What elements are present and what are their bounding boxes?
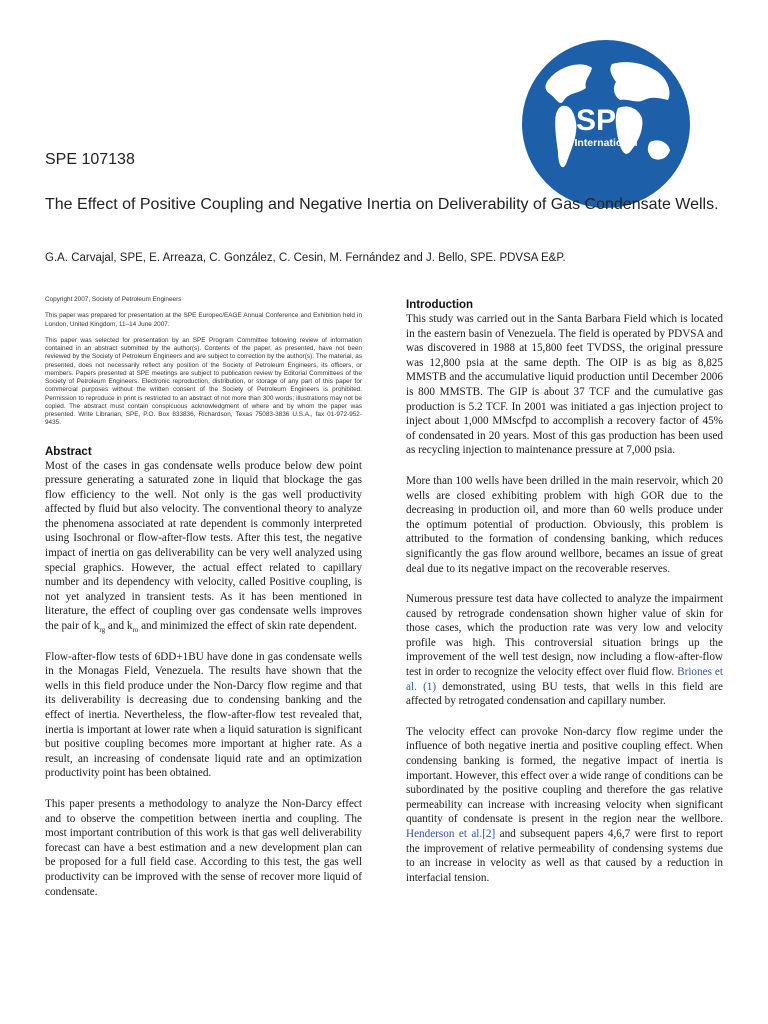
intro-p4-end: and subsequent papers 4,6,7 were first to report the improvement of relative permeability of condensing systems due to an increase in velocity as well as that caused by a reduction in interfacial tension.: [406, 828, 723, 884]
copyright-line: Copyright 2007, Society of Petroleum Engineers: [45, 296, 182, 303]
paper-number: SPE 107138: [45, 151, 135, 168]
intro-p3-end: demonstrated, using BU tests, that wells in this field are affected by retrogated condensation and capillary number.: [406, 680, 723, 708]
introduction-heading: Introduction: [406, 299, 474, 311]
abstract-p1-end: and minimized the effect of skin rate dependent.: [138, 620, 358, 633]
abstract-paragraph-1: [45, 459, 362, 634]
spe-logo: [520, 38, 692, 210]
logo-name: SPE: [575, 104, 637, 137]
abstract-heading: Abstract: [45, 445, 92, 458]
abstract-paragraph-3: This paper presents a methodology to analyze the Non-Darcy effect and to observe the competition between inertia and coupling. The most important contribution of this work is that gas well deliverability forecast can have a best estimation and a new development plan can be proposed for a full field case. According to this test, the gas well productivity can be improved with the sense of recover more liquid of condensate.: [45, 797, 362, 898]
subscript-rg: rg: [99, 626, 106, 635]
intro-p4-text: The velocity effect can provoke Non-darcy flow regime under the influence of both negative inertia and positive coupling effect. When condensing banking is formed, the negative impact of inertia is important. However, this effect over a wide range of conditions can be subordinated by the positive coupling and therefore the gas relative permeability can increase with increasing velocity when significant quantity of condensate is present in the region near the wellbore.: [406, 725, 723, 826]
citation-link-henderson[interactable]: Henderson et al.[2]: [406, 828, 496, 840]
copyright-selection: This paper was selected for presentation by an SPE Program Committee following review of information contained in an abstract submitted by the author(s). Contents of the paper, as presented, have not been reviewed by the Society of Petroleum Engineers and are subject to correction by the author(s). The material, as presented, does not necessarily reflect any position of the Society of Petroleum Engineers, its officers, or members. Papers presented at SPE meetings are subject to publication review by Editorial Committees of the Society of Petroleum Engineers. Electronic reproduction, distribution, or storage of any part of this paper for commercial purposes without the written consent of the Society of Petroleum Engineers is prohibited. Permission to reproduce in print is restricted to an abstract of not more than 300 words; illustrations may not be copied. The abstract must contain conspicuous acknowledgment of where and by whom the paper was presented. Write Librarian, SPE, P.O. Box 833836, Richardson, Texas 75083-3836 U.S.A., fax 01-972-952-9435.: [45, 336, 362, 427]
intro-paragraph-1: This study was carried out in the Santa Barbara Field which is located in the eastern basin of Venezuela. The field is operated by PDVSA and was discovered in 1988 at 15,800 feet TVDSS, the original pressure was 12,800 psia at the same depth. The OIP is as big as 8,825 MMSTB and the accumulative liquid production until December 2006 is 800 MMSTB. The GIP is about 37 TCF and the cumulative gas production is 5.2 TCF. In 2001 was initiated a gas injection project to inject about 1,000 MMscfpd to accomplish a recovery factor of 45% of condensated in 20 years. Most of this gas production has been used as recycling injection to maintenance pressure at 7,000 psia.: [406, 313, 723, 457]
intro-paragraph-2: More than 100 wells have been drilled in the main reservoir, which 20 wells are closed exhibiting problem with high GOR due to the decreasing in production oil, and more than 60 wells produce under the optimum potential of production. Obviously, this problem is attributed to the formation of condensing banking, which reduces significantly the gas flow around wellbore, becames an issue of great deal due to its negative impact on the recoverable reserves.: [406, 474, 723, 575]
copyright-prepared: This paper was prepared for presentation at the SPE Europec/EAGE Annual Conference and Exhibition held in London, United Kingdom, 11–14 June 2007.: [45, 312, 362, 328]
left-column: [45, 296, 362, 915]
author-list: G.A. Carvajal, SPE, E. Arreaza, C. González, C. Cesin, M. Fernández and J. Bello, SPE. PDVSA E&P.: [45, 252, 566, 264]
abstract-paragraph-2: Flow-after-flow tests of 6DD+1BU have done in gas condensate wells in the Monagas Field, Venezuela. The results have shown that the wells in this field produce under the Non-Darcy flow regime and that its deliverability is decreasing due to condensing banking and the effect of inertia. Nevertheless, the flow-after-flow test revealed that, inertia is important at lower rate when a liquid saturation is significant but positive coupling becomes more important at higher rate. As a result, an increasing of condensate liquid rate and an optimization productivity point has been obtained.: [45, 650, 362, 780]
abstract-p1-mid: and k: [105, 620, 133, 633]
paper-title: The Effect of Positive Coupling and Negative Inertia on Deliverability of Gas Condensate Wells.: [45, 196, 719, 213]
intro-paragraph-3: [406, 592, 723, 709]
abstract-p1-text: Most of the cases in gas condensate wells produce below dew point pressure generating a saturated zone in liquid that blockage the gas flow efficiency to the well. Not only is the gas well productivity affected by fluid but also velocity. The conventional theory to analyze the phenomena associated at rate dependent is commonly interpreted using Isochronal or flow-after-flow tests. After this test, the negative impact of inertia on gas deliverability can be very well analyzed using special graphics. However, the actual effect related to capillary number and its dependency with velocity, called Positive coupling, is not yet analyzed in transient tests. As it has been mentioned in literature, the effect of coupling over gas condensate wells improves the pair of k: [45, 459, 362, 633]
right-column: [406, 298, 723, 901]
intro-p3-text: Numerous pressure test data have collected to analyze the impairment caused by retrograde condensation shown higher value of skin for those cases, which the production rate was very low and velocity profile was high. This controversial situation brings up the improvement of the well test design, now including a flow-after-flow test in order to recognize the velocity effect over fluid flow.: [406, 593, 723, 679]
logo-sub: International: [574, 137, 638, 149]
subscript-ro: ro: [132, 626, 139, 635]
intro-paragraph-4: [406, 725, 723, 886]
citation-link-briones[interactable]: Briones et al. (1): [406, 666, 723, 693]
